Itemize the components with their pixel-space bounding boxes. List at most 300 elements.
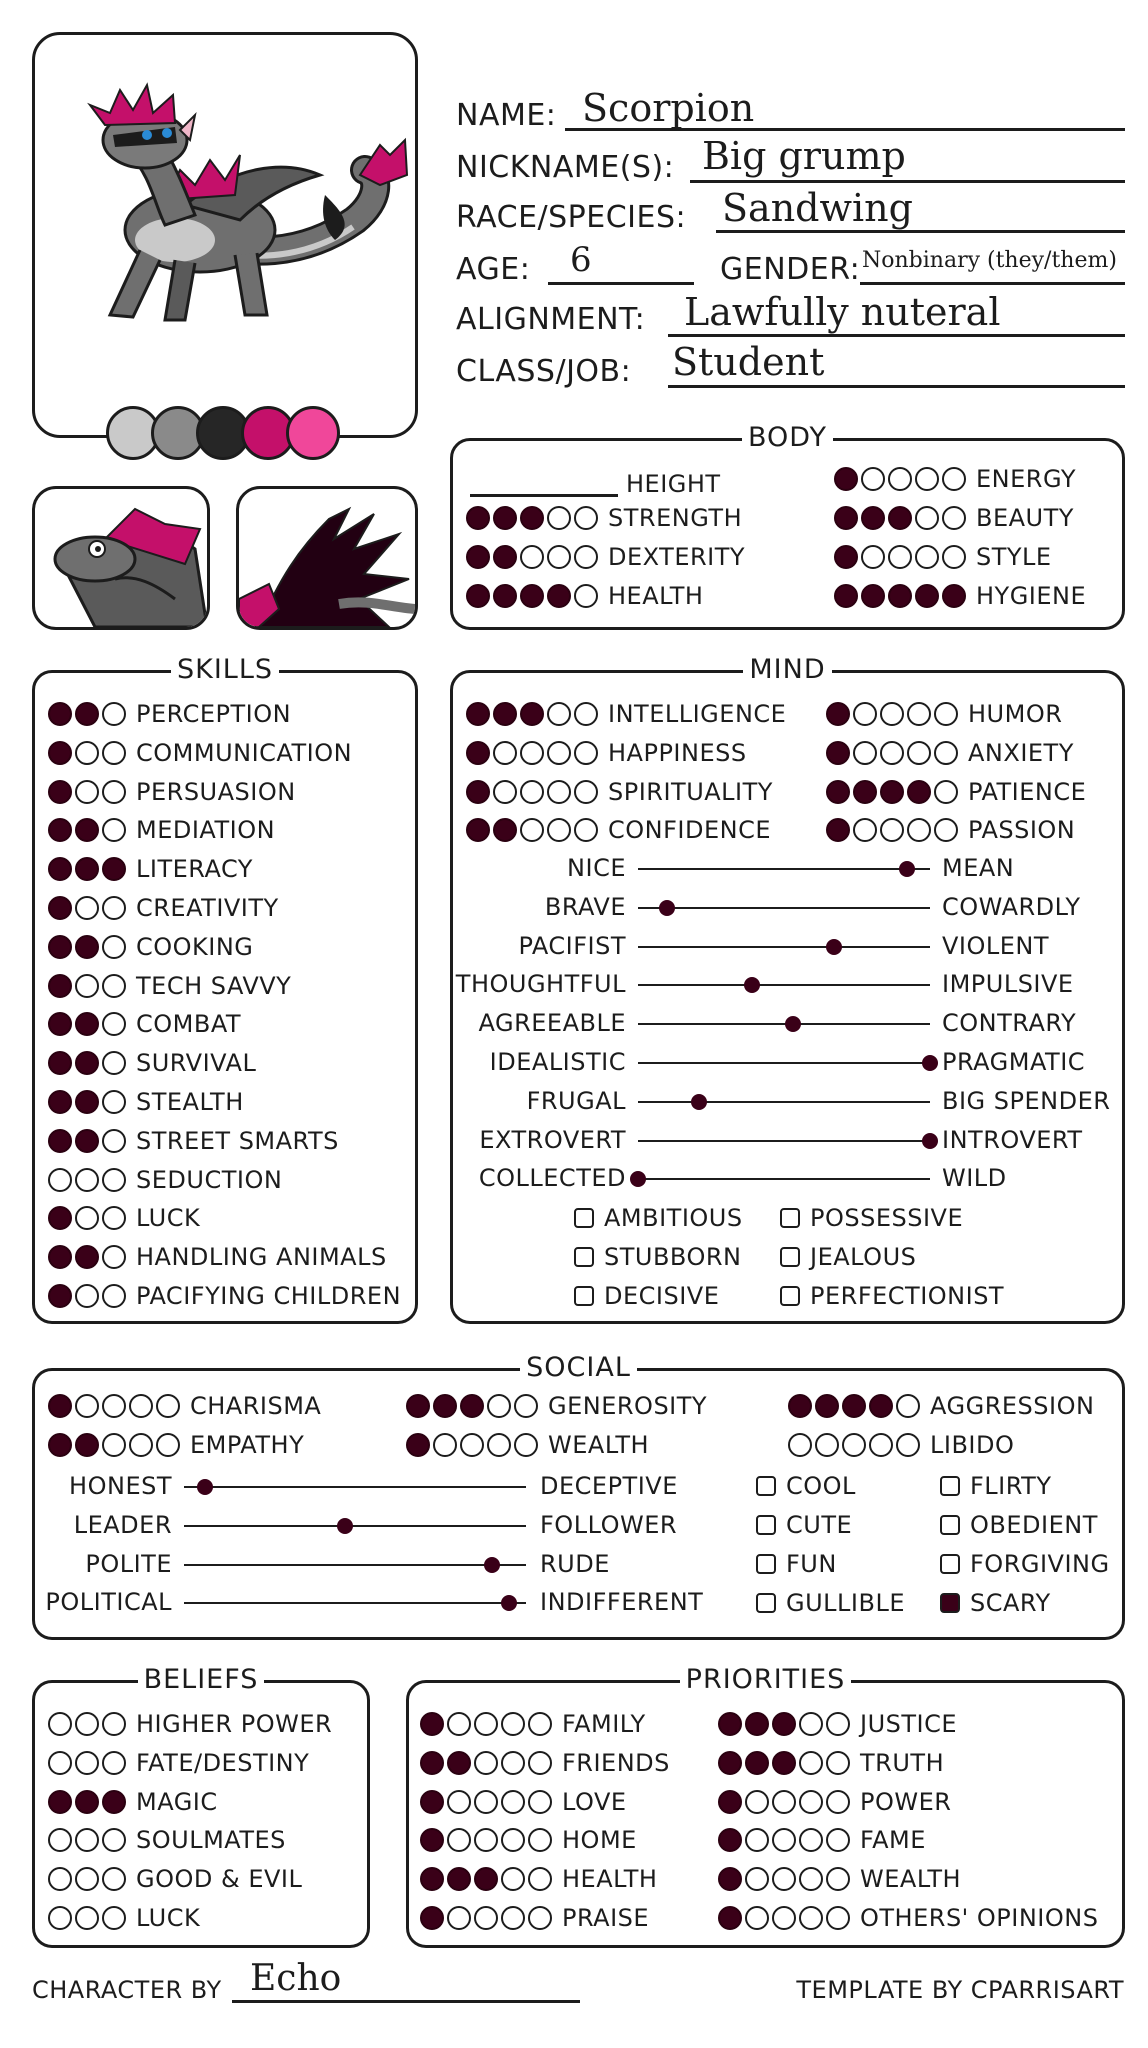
rating-dot[interactable]	[528, 1751, 552, 1775]
slider-knob[interactable]	[899, 861, 915, 877]
rating-dot[interactable]	[48, 1129, 72, 1153]
nickname-value[interactable]: Big grump	[702, 134, 906, 178]
rating-dot[interactable]	[799, 1828, 823, 1852]
checkbox[interactable]	[940, 1554, 960, 1574]
checkbox[interactable]	[574, 1286, 594, 1306]
rating-dot[interactable]	[501, 1712, 525, 1736]
rating-dot[interactable]	[826, 1906, 850, 1930]
rating-dot[interactable]	[896, 1394, 920, 1418]
rating-dot[interactable]	[466, 818, 490, 842]
rating-dot[interactable]	[420, 1712, 444, 1736]
rating-dot[interactable]	[493, 780, 517, 804]
social-slider-honest-deceptive[interactable]	[184, 1486, 526, 1488]
rating-dot[interactable]	[447, 1790, 471, 1814]
rating-dot[interactable]	[102, 1284, 126, 1308]
rating-dot[interactable]	[826, 1828, 850, 1852]
rating-dot[interactable]	[460, 1394, 484, 1418]
rating-dot[interactable]	[420, 1867, 444, 1891]
rating-dot[interactable]	[75, 1751, 99, 1775]
mind-slider-left-label: THOUGHTFUL	[455, 970, 626, 999]
rating-dot[interactable]	[447, 1751, 471, 1775]
social-trait-forgiving[interactable]	[940, 1548, 1110, 1580]
rating-dot[interactable]	[48, 1751, 72, 1775]
rating-dot[interactable]	[75, 1245, 99, 1269]
rating-dot[interactable]	[493, 818, 517, 842]
trait-stubborn[interactable]	[574, 1241, 742, 1273]
rating-dot[interactable]	[853, 741, 877, 765]
rating-dot[interactable]	[406, 1394, 430, 1418]
rating-dot[interactable]	[528, 1906, 552, 1930]
rating-dot[interactable]	[826, 780, 850, 804]
slider-knob[interactable]	[922, 1055, 938, 1071]
social-trait-gullible[interactable]	[756, 1587, 905, 1619]
rating-dot[interactable]	[888, 467, 912, 491]
rating-dot[interactable]	[102, 1433, 126, 1457]
rating-dot[interactable]	[102, 780, 126, 804]
rating-dot[interactable]	[547, 545, 571, 569]
rating-dot[interactable]	[75, 741, 99, 765]
rating-dot[interactable]	[772, 1828, 796, 1852]
rating-dot[interactable]	[528, 1790, 552, 1814]
rating-dot[interactable]	[102, 935, 126, 959]
rating-dot[interactable]	[474, 1828, 498, 1852]
rating-dot[interactable]	[880, 818, 904, 842]
rating-dot[interactable]	[48, 1012, 72, 1036]
checkbox[interactable]	[574, 1247, 594, 1267]
rating-dot[interactable]	[547, 702, 571, 726]
rating-dot[interactable]	[487, 1433, 511, 1457]
rating-dot[interactable]	[102, 896, 126, 920]
rating-dot[interactable]	[745, 1906, 769, 1930]
rating-dot[interactable]	[48, 1712, 72, 1736]
rating-dot[interactable]	[75, 974, 99, 998]
mind-slider-nice-mean[interactable]	[638, 868, 930, 870]
rating-dot[interactable]	[102, 857, 126, 881]
rating-dot[interactable]	[942, 584, 966, 608]
social-slider-polite-rude[interactable]	[184, 1564, 526, 1566]
rating-dot[interactable]	[474, 1712, 498, 1736]
rating-dot[interactable]	[745, 1828, 769, 1852]
rating-dot[interactable]	[907, 741, 931, 765]
social-slider-leader-follower[interactable]	[184, 1525, 526, 1527]
rating-dot[interactable]	[772, 1751, 796, 1775]
slider-knob[interactable]	[484, 1557, 500, 1573]
rating-dot[interactable]	[474, 1790, 498, 1814]
rating-dot[interactable]	[574, 741, 598, 765]
rating-dot[interactable]	[75, 896, 99, 920]
rating-dot[interactable]	[48, 1168, 72, 1192]
rating-dot[interactable]	[520, 584, 544, 608]
rating-dot[interactable]	[861, 584, 885, 608]
rating-dot[interactable]	[815, 1433, 839, 1457]
rating-dot[interactable]	[406, 1433, 430, 1457]
rating-dot[interactable]	[718, 1906, 742, 1930]
trait-decisive[interactable]	[574, 1280, 719, 1312]
slider-knob[interactable]	[826, 939, 842, 955]
rating-dot[interactable]	[861, 467, 885, 491]
social-trait-fun[interactable]	[756, 1548, 837, 1580]
rating-dot[interactable]	[501, 1751, 525, 1775]
rating-dot[interactable]	[547, 506, 571, 530]
rating-dot[interactable]	[842, 1394, 866, 1418]
rating-dot[interactable]	[75, 780, 99, 804]
mind-slider-right-label: VIOLENT	[942, 931, 1050, 960]
rating-dot[interactable]	[474, 1867, 498, 1891]
rating-dot[interactable]	[826, 1867, 850, 1891]
rating-dot[interactable]	[788, 1433, 812, 1457]
rating-dot[interactable]	[102, 1168, 126, 1192]
rating-dot[interactable]	[915, 506, 939, 530]
checkbox[interactable]	[780, 1286, 800, 1306]
rating-dot[interactable]	[718, 1712, 742, 1736]
rating-dot[interactable]	[772, 1867, 796, 1891]
rating-dot[interactable]	[48, 935, 72, 959]
trait-perfectionist[interactable]	[780, 1280, 1004, 1312]
rating-dot[interactable]	[75, 1090, 99, 1114]
rating-dot[interactable]	[501, 1828, 525, 1852]
rating-dot[interactable]	[102, 1090, 126, 1114]
rating-dot[interactable]	[48, 1828, 72, 1852]
rating-dot[interactable]	[514, 1433, 538, 1457]
rating-dot[interactable]	[834, 467, 858, 491]
rating-dot[interactable]	[102, 1906, 126, 1930]
rating-dot[interactable]	[942, 545, 966, 569]
rating-dot[interactable]	[861, 545, 885, 569]
rating-dot[interactable]	[799, 1790, 823, 1814]
rating-dot[interactable]	[48, 857, 72, 881]
checkbox[interactable]	[780, 1208, 800, 1228]
rating-dot[interactable]	[799, 1751, 823, 1775]
rating-dot[interactable]	[156, 1394, 180, 1418]
rating-dot[interactable]	[48, 1051, 72, 1075]
rating-dot[interactable]	[772, 1712, 796, 1736]
rating-dot[interactable]	[547, 584, 571, 608]
rating-dot[interactable]	[466, 584, 490, 608]
rating-dot[interactable]	[915, 584, 939, 608]
rating-dot[interactable]	[75, 1051, 99, 1075]
rating-dot[interactable]	[799, 1712, 823, 1736]
rating-dot[interactable]	[466, 741, 490, 765]
rating-dot[interactable]	[75, 1129, 99, 1153]
rating-dot[interactable]	[48, 1206, 72, 1230]
stat-label: JUSTICE	[860, 1710, 958, 1738]
rating-dot[interactable]	[718, 1867, 742, 1891]
rating-dot[interactable]	[826, 1712, 850, 1736]
rating-dot[interactable]	[48, 1433, 72, 1457]
rating-dot[interactable]	[501, 1867, 525, 1891]
rating-dot[interactable]	[48, 1394, 72, 1418]
rating-dot[interactable]	[520, 780, 544, 804]
rating-dot[interactable]	[48, 780, 72, 804]
rating-dot[interactable]	[501, 1906, 525, 1930]
rating-dot[interactable]	[493, 584, 517, 608]
rating-dots	[48, 935, 126, 959]
mind-slider-frugal-big-spender[interactable]	[638, 1101, 930, 1103]
slider-knob[interactable]	[337, 1518, 353, 1534]
rating-dot[interactable]	[48, 1245, 72, 1269]
rating-dot[interactable]	[772, 1906, 796, 1930]
rating-dot[interactable]	[834, 584, 858, 608]
checkbox[interactable]	[756, 1476, 776, 1496]
rating-dot[interactable]	[156, 1433, 180, 1457]
checkbox[interactable]	[940, 1515, 960, 1535]
rating-dot[interactable]	[447, 1867, 471, 1891]
rating-dot[interactable]	[102, 1129, 126, 1153]
rating-dot[interactable]	[574, 780, 598, 804]
rating-dot[interactable]	[75, 1712, 99, 1736]
rating-dot[interactable]	[474, 1906, 498, 1930]
checkbox[interactable]	[756, 1593, 776, 1613]
social-trait-scary[interactable]	[940, 1587, 1051, 1619]
checkbox[interactable]	[940, 1476, 960, 1496]
rating-dot[interactable]	[75, 857, 99, 881]
age-value[interactable]: 6	[570, 240, 592, 280]
rating-dot[interactable]	[880, 780, 904, 804]
rating-dot[interactable]	[799, 1906, 823, 1930]
rating-dot[interactable]	[826, 702, 850, 726]
rating-dot[interactable]	[75, 1828, 99, 1852]
rating-dot[interactable]	[75, 1394, 99, 1418]
body-title: BODY	[742, 422, 833, 453]
social-trait-cool[interactable]	[756, 1470, 856, 1502]
rating-dot[interactable]	[75, 1168, 99, 1192]
rating-dot[interactable]	[75, 1206, 99, 1230]
rating-dot[interactable]	[834, 545, 858, 569]
rating-dot[interactable]	[907, 702, 931, 726]
rating-dot[interactable]	[520, 741, 544, 765]
rating-dot[interactable]	[474, 1751, 498, 1775]
rating-dot[interactable]	[447, 1828, 471, 1852]
trait-possessive[interactable]	[780, 1202, 963, 1234]
rating-dot[interactable]	[75, 1284, 99, 1308]
rating-dot[interactable]	[934, 818, 958, 842]
rating-dot[interactable]	[75, 818, 99, 842]
rating-dot[interactable]	[718, 1790, 742, 1814]
rating-dot[interactable]	[420, 1828, 444, 1852]
slider-knob[interactable]	[922, 1133, 938, 1149]
rating-dot[interactable]	[745, 1712, 769, 1736]
rating-dot[interactable]	[75, 1790, 99, 1814]
rating-dot[interactable]	[48, 896, 72, 920]
rating-dot[interactable]	[102, 1245, 126, 1269]
rating-dot[interactable]	[915, 467, 939, 491]
rating-dot[interactable]	[447, 1712, 471, 1736]
rating-dot[interactable]	[493, 702, 517, 726]
rating-dot[interactable]	[493, 741, 517, 765]
rating-dot[interactable]	[547, 741, 571, 765]
rating-dot[interactable]	[861, 506, 885, 530]
artist-name[interactable]: Echo	[250, 1958, 342, 1999]
rating-dot[interactable]	[48, 1090, 72, 1114]
rating-dot[interactable]	[880, 741, 904, 765]
rating-dot[interactable]	[826, 741, 850, 765]
mind-slider-agreeable-contrary[interactable]	[638, 1023, 930, 1025]
trait-ambitious[interactable]	[574, 1202, 743, 1234]
rating-dot[interactable]	[574, 545, 598, 569]
social-trait-cute[interactable]	[756, 1509, 852, 1541]
rating-dot[interactable]	[826, 1751, 850, 1775]
social-slider-political-indifferent[interactable]	[184, 1602, 526, 1604]
rating-dot[interactable]	[772, 1790, 796, 1814]
rating-dot[interactable]	[48, 818, 72, 842]
rating-dot[interactable]	[460, 1433, 484, 1457]
rating-dot[interactable]	[48, 1906, 72, 1930]
mind-slider-left-label: FRUGAL	[526, 1086, 626, 1115]
rating-dot[interactable]	[102, 1712, 126, 1736]
social-trait-flirty[interactable]	[940, 1470, 1052, 1502]
rating-dot[interactable]	[493, 506, 517, 530]
gender-value[interactable]: Nonbinary (they/them)	[862, 248, 1117, 273]
social-stat-charisma	[48, 1390, 321, 1422]
rating-dot[interactable]	[102, 1012, 126, 1036]
mind-slider-thoughtful-impulsive[interactable]	[638, 984, 930, 986]
rating-dot[interactable]	[745, 1867, 769, 1891]
checkbox[interactable]	[780, 1247, 800, 1267]
rating-dot[interactable]	[102, 1867, 126, 1891]
rating-dot[interactable]	[75, 1906, 99, 1930]
rating-dot[interactable]	[934, 780, 958, 804]
rating-dot[interactable]	[48, 702, 72, 726]
checkbox[interactable]	[940, 1593, 960, 1613]
mind-slider-pacifist-violent[interactable]	[638, 946, 930, 948]
slider-knob[interactable]	[785, 1016, 801, 1032]
rating-dot[interactable]	[528, 1867, 552, 1891]
rating-dot[interactable]	[433, 1394, 457, 1418]
rating-dot[interactable]	[574, 702, 598, 726]
class-value[interactable]: Student	[672, 340, 825, 384]
rating-dot[interactable]	[520, 506, 544, 530]
rating-dot[interactable]	[48, 1790, 72, 1814]
rating-dot[interactable]	[896, 1433, 920, 1457]
rating-dot[interactable]	[853, 818, 877, 842]
rating-dot[interactable]	[420, 1790, 444, 1814]
race-value[interactable]: Sandwing	[722, 186, 913, 230]
rating-dot[interactable]	[788, 1394, 812, 1418]
skill-seduction	[48, 1164, 282, 1196]
stat-label: OTHERS' OPINIONS	[860, 1904, 1099, 1932]
rating-dot[interactable]	[48, 1284, 72, 1308]
trait-jealous[interactable]	[780, 1241, 916, 1273]
rating-dot[interactable]	[853, 702, 877, 726]
rating-dot[interactable]	[447, 1906, 471, 1930]
rating-dot[interactable]	[466, 780, 490, 804]
rating-dot[interactable]	[888, 584, 912, 608]
rating-dot[interactable]	[466, 506, 490, 530]
mind-slider-idealistic-pragmatic[interactable]	[638, 1062, 930, 1064]
rating-dot[interactable]	[799, 1867, 823, 1891]
rating-dot[interactable]	[574, 584, 598, 608]
rating-dot[interactable]	[102, 702, 126, 726]
rating-dot[interactable]	[514, 1394, 538, 1418]
rating-dot[interactable]	[547, 780, 571, 804]
mind-slider-extrovert-introvert[interactable]	[638, 1140, 930, 1142]
rating-dot[interactable]	[75, 935, 99, 959]
rating-dot[interactable]	[520, 545, 544, 569]
rating-dot[interactable]	[102, 1394, 126, 1418]
rating-dot[interactable]	[853, 780, 877, 804]
alignment-value[interactable]: Lawfully nuteral	[684, 290, 1001, 334]
social-trait-obedient[interactable]	[940, 1509, 1098, 1541]
rating-dot[interactable]	[528, 1712, 552, 1736]
slider-knob[interactable]	[691, 1094, 707, 1110]
slider-knob[interactable]	[659, 900, 675, 916]
rating-dot[interactable]	[907, 780, 931, 804]
rating-dot[interactable]	[907, 818, 931, 842]
slider-knob[interactable]	[197, 1479, 213, 1495]
rating-dot[interactable]	[574, 506, 598, 530]
rating-dot[interactable]	[826, 1790, 850, 1814]
rating-dot[interactable]	[834, 506, 858, 530]
rating-dot[interactable]	[942, 506, 966, 530]
rating-dot[interactable]	[420, 1751, 444, 1775]
rating-dot[interactable]	[869, 1394, 893, 1418]
rating-dot[interactable]	[102, 1206, 126, 1230]
checkbox[interactable]	[574, 1208, 594, 1228]
rating-dot[interactable]	[75, 1433, 99, 1457]
rating-dot[interactable]	[718, 1751, 742, 1775]
rating-dot[interactable]	[520, 818, 544, 842]
rating-dot[interactable]	[466, 702, 490, 726]
rating-dot[interactable]	[826, 818, 850, 842]
rating-dot[interactable]	[466, 545, 490, 569]
rating-dot[interactable]	[842, 1433, 866, 1457]
rating-dot[interactable]	[48, 1867, 72, 1891]
rating-dot[interactable]	[888, 545, 912, 569]
rating-dot[interactable]	[102, 741, 126, 765]
rating-dot[interactable]	[718, 1828, 742, 1852]
rating-dot[interactable]	[934, 702, 958, 726]
rating-dot[interactable]	[75, 1012, 99, 1036]
rating-dot[interactable]	[487, 1394, 511, 1418]
rating-dot[interactable]	[869, 1433, 893, 1457]
rating-dot[interactable]	[501, 1790, 525, 1814]
rating-dot[interactable]	[888, 506, 912, 530]
rating-dot[interactable]	[815, 1394, 839, 1418]
mind-slider-brave-cowardly[interactable]	[638, 907, 930, 909]
rating-dot[interactable]	[745, 1751, 769, 1775]
rating-dot[interactable]	[493, 545, 517, 569]
rating-dot[interactable]	[528, 1828, 552, 1852]
name-value[interactable]: Scorpion	[582, 86, 755, 130]
rating-dot[interactable]	[75, 1867, 99, 1891]
rating-dot[interactable]	[547, 818, 571, 842]
rating-dot[interactable]	[942, 467, 966, 491]
rating-dot[interactable]	[102, 1051, 126, 1075]
rating-dot[interactable]	[520, 702, 544, 726]
rating-dot[interactable]	[48, 974, 72, 998]
rating-dot[interactable]	[745, 1790, 769, 1814]
rating-dot[interactable]	[433, 1433, 457, 1457]
rating-dot[interactable]	[880, 702, 904, 726]
rating-dot[interactable]	[102, 1790, 126, 1814]
checkbox[interactable]	[756, 1515, 776, 1535]
rating-dot[interactable]	[915, 545, 939, 569]
rating-dot[interactable]	[102, 1828, 126, 1852]
rating-dot[interactable]	[102, 818, 126, 842]
rating-dot[interactable]	[75, 702, 99, 726]
rating-dot[interactable]	[420, 1906, 444, 1930]
rating-dot[interactable]	[129, 1433, 153, 1457]
rating-dot[interactable]	[934, 741, 958, 765]
rating-dot[interactable]	[129, 1394, 153, 1418]
rating-dot[interactable]	[102, 974, 126, 998]
checkbox[interactable]	[756, 1554, 776, 1574]
rating-dot[interactable]	[48, 741, 72, 765]
rating-dot[interactable]	[574, 818, 598, 842]
nickname-line	[690, 180, 1125, 183]
mind-slider-collected-wild[interactable]	[638, 1178, 930, 1180]
rating-dot[interactable]	[102, 1751, 126, 1775]
